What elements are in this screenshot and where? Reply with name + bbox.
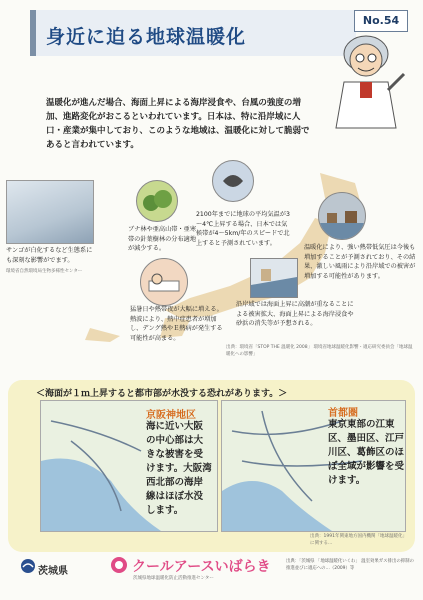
cool-earth-logo-icon [110, 556, 128, 574]
flood-illustration [318, 192, 366, 240]
sea-level-heading: ＜海面が１ｍ上昇すると都市部が水没する恐れがあります。＞ [36, 389, 288, 399]
footer-brand: クールアースいばらき [132, 559, 271, 575]
flood-note: 温暖化により、強い熱帯低気圧は今後も増加することが予測されており、その結果、激しい風雨により沿岸域での被害が増加する可能性があります。 [304, 244, 416, 280]
coral-source: 環境省自然環境局生物多様性センター [6, 269, 83, 274]
shutoken-title: 首都圏 [328, 408, 358, 419]
middle-source: 出典：環境省「STOP THE 温暖化 2008」 環境省地球温暖化影響・適応研究委員会「地球温暖化への影響」 [226, 345, 413, 357]
shutoken-text: 東京東部の江東区、墨田区、江戸川区、葛飾区のほぼ全域が影響を受けます。 [328, 419, 405, 486]
typhoon-illustration [212, 160, 254, 202]
heat-note: 猛暑日や熱帯夜が大幅に増える。熱波により、熱中症患者が増加し、デング熱やＥ熱病が発生する可能性が高まる。 [130, 306, 223, 342]
coast-note: 沿岸域では海面上昇に高潮が重なることによる被害拡大、海面上昇による海岸浸食や砂浜の消失等が予想される。 [236, 301, 354, 327]
keihanshin-text: 海に近い大阪の中心部は大きな被害を受けます。大阪湾西北部の海岸線はほぼ水没します。 [146, 421, 212, 516]
scientist-illustration [318, 30, 410, 130]
keihanshin-title: 京阪神地区 [146, 410, 196, 421]
map-source: 出典：1991年関東地方国内機関「地球温暖化」に関する... [310, 534, 407, 546]
coast-illustration [250, 258, 298, 298]
heat-illustration [140, 258, 188, 306]
footer-info: 出典：「茨城県 「地球温暖化いくわ」 温室効果ガス排出の抑制の推進並びに適応への…（2009）等 [286, 559, 414, 571]
footer-org: 茨城県 [38, 566, 68, 577]
issue-badge: No.54 [354, 10, 408, 32]
forest-note: ブナ林や亜高山帯・亜寒帯の針葉樹林の分布適地が減少する。 [128, 226, 197, 252]
intro-text: 温暖化が進んだ場合、海面上昇による海岸浸食や、台風の強度の増加、進路変化がおこるといわれています。日本は、特に沿岸域に人口・産業が集中しており、このような地域は、温暖化に対して脆弱であると言われています。 [46, 98, 310, 150]
typhoon-note: 2100年までに地球の平均気温が3～4℃上昇する場合、日本では気候帯が4～5km/年のスピードで北上すると予測されています。 [196, 211, 290, 247]
coral-photo [6, 180, 94, 244]
page-title: 身近に迫る地球温暖化 [46, 26, 247, 48]
ibaraki-logo-icon [20, 558, 36, 574]
footer-subtitle: 茨城県地球温暖化防止活動推進センター [133, 576, 214, 581]
coral-note: サンゴが白化するなど生態系にも深刻な影響がでます。 [6, 247, 93, 264]
forest-illustration [136, 180, 178, 222]
